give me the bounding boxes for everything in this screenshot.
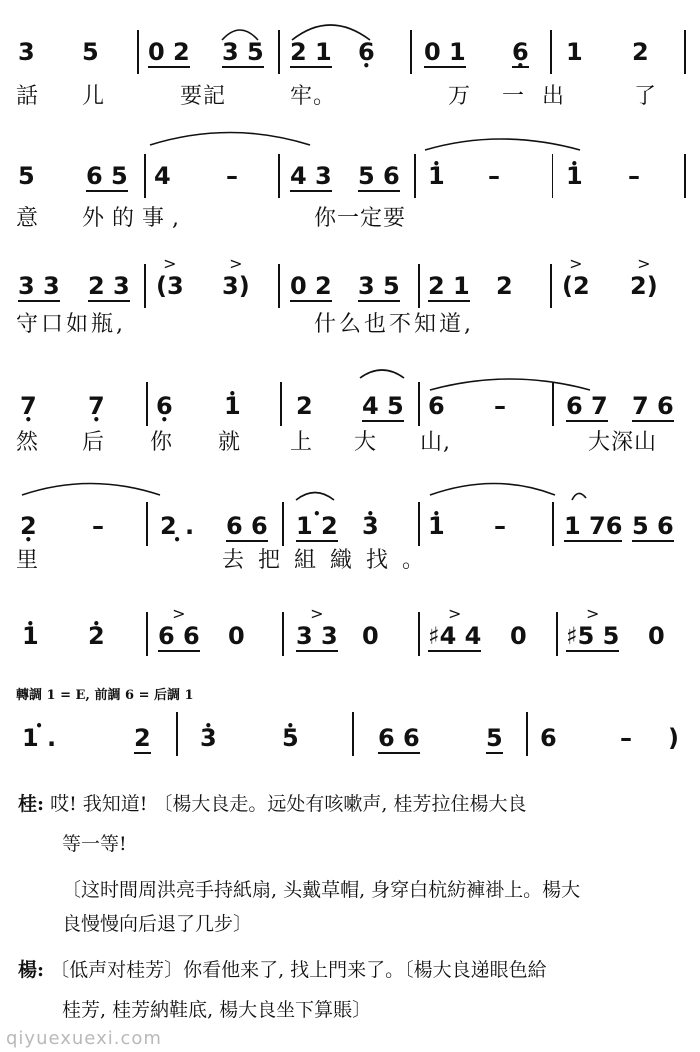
barline (146, 382, 148, 426)
note-group: 7 6 (632, 392, 674, 420)
note: • 2 (88, 622, 105, 650)
note: • 1 (566, 162, 583, 190)
note-group: 3 3 (18, 272, 60, 300)
barline (552, 382, 554, 426)
dash: – (92, 512, 104, 540)
lyric: 一出 (502, 84, 583, 109)
dash: – (494, 392, 506, 420)
barline (552, 154, 553, 198)
stage-direction (62, 876, 698, 904)
note-group: 0 1 (424, 38, 466, 66)
note: 0 (510, 622, 527, 650)
note-group: 5 6 (358, 162, 400, 190)
barline (352, 712, 354, 756)
dash: – (628, 162, 640, 190)
note: 7 • (88, 392, 105, 420)
note: • 1 (428, 512, 445, 540)
note-group: 4 5 (362, 392, 404, 420)
barline (418, 264, 420, 308)
closing-paren: ) (668, 724, 679, 752)
note: > 2) (630, 272, 658, 300)
dash: – (226, 162, 238, 190)
barline (146, 502, 148, 546)
barline (410, 30, 412, 74)
lyric: 要記 (180, 84, 227, 109)
barline (278, 154, 280, 198)
note: 5 (18, 162, 35, 190)
dash: – (620, 724, 632, 752)
note: 2 (134, 724, 151, 752)
lyric: 什么也不知道, (314, 312, 474, 337)
dialogue-line (62, 830, 698, 858)
note: • 1 (224, 392, 241, 420)
lyric: 話 (16, 84, 40, 109)
note-group: 0 2 (290, 272, 332, 300)
note-group: > 6 6 (158, 622, 200, 652)
note: • 3 (362, 512, 379, 540)
lyric: 了 (634, 84, 658, 109)
dialogue-text: 〔这时間周洪亮手持紙扇, 头戴草帽, 身穿白杭紡褲褂上。楊大 (62, 879, 581, 901)
lyric: 上 (290, 430, 314, 455)
lyric: 你一定要 (314, 206, 407, 231)
barline (556, 612, 558, 656)
dash: – (488, 162, 500, 190)
barline (418, 382, 420, 426)
lyric: 意 (16, 206, 40, 231)
note-group: 5 6 (632, 512, 674, 540)
speaker-label: 桂: (18, 793, 45, 815)
note: • 5 (282, 724, 299, 752)
note: 6 • (512, 38, 529, 68)
barline (278, 30, 280, 74)
barline (278, 264, 280, 308)
note-group: > ♯4 4 (428, 622, 481, 652)
lyric: 山, (420, 430, 451, 455)
note: 5 (82, 38, 99, 66)
note: 3 (18, 38, 35, 66)
note-group: 3 5 (222, 38, 264, 66)
note-group: 2 1 (290, 38, 332, 66)
dash: – (494, 512, 506, 540)
note: 0 (648, 622, 665, 650)
stage-direction (62, 996, 698, 1024)
note: 0 (362, 622, 379, 650)
note: 2 • (20, 512, 37, 540)
stage-direction (62, 910, 698, 938)
speaker-label: 楊: (18, 959, 45, 981)
barline (552, 502, 554, 546)
note: 4 (154, 162, 171, 190)
note-group: > 3 3 (296, 622, 338, 652)
barline (684, 154, 686, 198)
lyric: 然 (16, 430, 40, 455)
dialogue-line (18, 956, 698, 984)
note-group: 6 6 (378, 724, 420, 752)
barline (146, 612, 148, 656)
note: > (3 (156, 272, 184, 300)
barline (280, 382, 282, 426)
note: 6 (428, 392, 445, 420)
note: 6 • (156, 392, 173, 420)
note: 5 (486, 724, 503, 752)
dialogue-line (18, 790, 698, 818)
note-group: 0 2 (148, 38, 190, 66)
note-group: 2 3 (88, 272, 130, 300)
lyric: 后 (82, 430, 106, 455)
lyric: 大 (354, 430, 378, 455)
note: • 1 (428, 162, 445, 190)
lyric: 里 (16, 548, 40, 573)
dialogue-text: 哎! 我知道! 〔楊大良走。远处有咳嗽声, 桂芳拉住楊大良 (50, 793, 527, 815)
lyric: 外的事, (82, 206, 187, 231)
barline (418, 502, 420, 546)
barline (282, 502, 284, 546)
lyric: 就 (218, 430, 242, 455)
note: 2 (632, 38, 649, 66)
note-group: 3 5 (358, 272, 400, 300)
note: 6 • (358, 38, 375, 66)
barline (418, 612, 420, 656)
barline (526, 712, 528, 756)
dialogue-text: 等一等! (62, 833, 127, 855)
lyric: 去把組織找。 (222, 548, 439, 573)
note: 1 (566, 38, 583, 66)
dialogue-text: 良慢慢向后退了几步〕 (62, 913, 253, 935)
barline (176, 712, 178, 756)
note: 7 • (20, 392, 37, 420)
note-group: 6 6 (226, 512, 268, 540)
barline (550, 264, 552, 308)
lyric: 牢。 (290, 84, 337, 109)
lyric: 儿 (82, 84, 106, 109)
lyric: 万 (448, 84, 472, 109)
barline (144, 264, 146, 308)
dialogue-text: 桂芳, 桂芳納鞋底, 楊大良坐下算賬〕 (62, 999, 372, 1021)
note: • 1 . (22, 724, 56, 752)
barline (282, 612, 284, 656)
note: • 3 (200, 724, 217, 752)
lyric: 大深山 (588, 430, 658, 455)
note-group: 1 76 (564, 512, 623, 540)
note: > 3) (222, 272, 250, 300)
note-group: • 1 2 (296, 512, 338, 542)
barline (144, 154, 146, 198)
note: > (2 (562, 272, 590, 300)
note: 2 . • (160, 512, 194, 540)
note: 6 (540, 724, 557, 752)
note-group: 4 3 (290, 162, 332, 190)
note-group: > ♯5 5 (566, 622, 619, 652)
lyric: 守口如瓶, (16, 312, 126, 337)
barline (414, 154, 416, 198)
note-group: 6 5 (86, 162, 128, 190)
note: • 1 (22, 622, 39, 650)
note-group: 6 7 (566, 392, 608, 420)
barline (137, 30, 139, 74)
note: 2 (496, 272, 513, 300)
barline (684, 30, 686, 74)
watermark: qiyuexuexi.com (6, 1028, 162, 1049)
barline (550, 30, 552, 74)
lyric: 你 (150, 430, 174, 455)
key-change-direction: 轉調 1 = E, 前調 6 = 后調 1 (16, 688, 194, 703)
note-group: 2 1 (428, 272, 470, 300)
note: 2 (296, 392, 313, 420)
dialogue-text: 〔低声对桂芳〕你看他来了, 找上門来了。〔楊大良递眼色給 (50, 959, 547, 981)
note: 0 (228, 622, 245, 650)
